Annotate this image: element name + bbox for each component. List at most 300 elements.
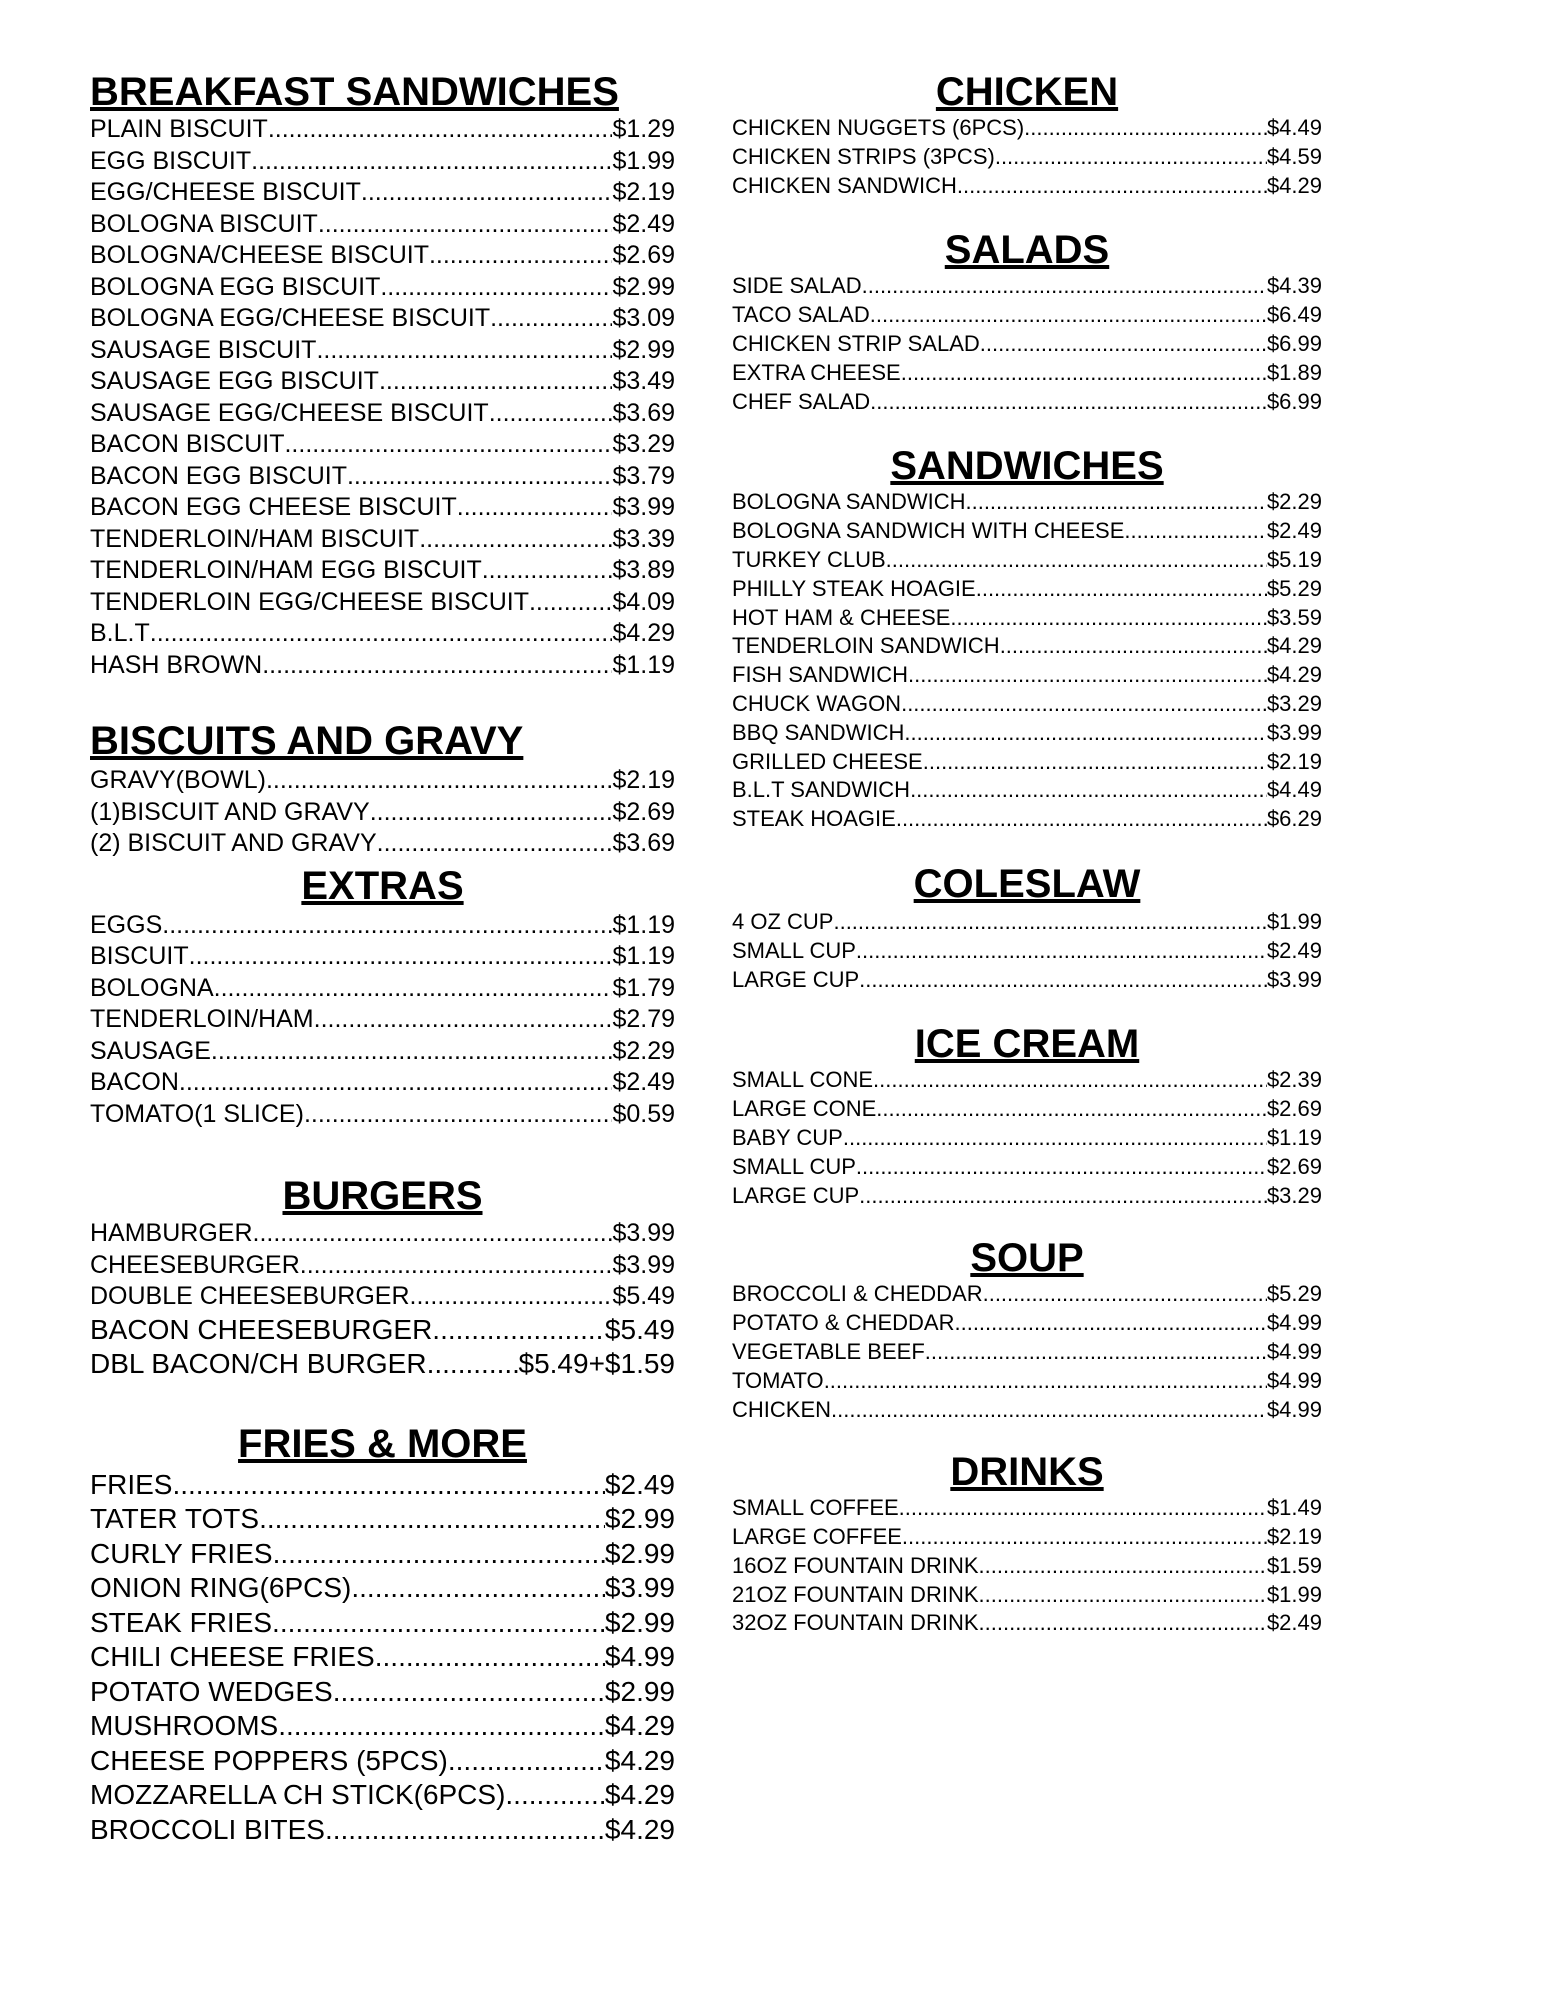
item-price: $3.29 (612, 430, 675, 458)
item-price: $4.39 (1266, 273, 1322, 299)
item-price: $2.99 (612, 272, 675, 301)
section-heading-sandwiches: SANDWICHES (890, 444, 1164, 489)
item-price: $2.99 (604, 1606, 675, 1638)
dot-leader (273, 1537, 605, 1572)
dot-leader (957, 172, 1267, 201)
item-price: $6.29 (1266, 806, 1322, 832)
dot-leader (831, 1396, 1267, 1425)
item-price: $2.69 (1266, 1153, 1322, 1179)
dot-leader (843, 1124, 1267, 1153)
item-price: $4.99 (1266, 1310, 1322, 1336)
section-chicken (732, 70, 1322, 200)
menu-item (90, 797, 675, 829)
item-name: SMALL CUP (732, 1153, 856, 1179)
item-name: TENDERLOIN/HAM (90, 1005, 314, 1033)
dot-leader (351, 1571, 605, 1606)
item-price: $4.49 (1266, 777, 1322, 803)
item-price: $1.99 (1266, 908, 1322, 934)
menu-item (90, 1036, 675, 1068)
dot-leader (979, 1552, 1267, 1581)
dot-leader (824, 1367, 1267, 1396)
item-price: $5.49+$1.59 (518, 1348, 675, 1379)
item-name: TENDERLOIN/HAM EGG BISCUIT (90, 556, 482, 584)
dot-leader (979, 1581, 1267, 1610)
dot-leader (272, 1606, 605, 1641)
dot-leader (300, 1250, 613, 1282)
menu-item (732, 604, 1322, 633)
item-name: LARGE CUP (732, 966, 860, 992)
dot-leader (925, 1338, 1267, 1367)
item-name: BROCCOLI & CHEDDAR (732, 1281, 983, 1307)
item-price: $2.69 (612, 241, 675, 269)
section-extras (90, 864, 675, 1131)
section-heading-fries: FRIES & MORE (238, 1421, 527, 1466)
section-sandwiches (732, 444, 1322, 834)
item-price: $3.39 (612, 524, 675, 553)
menu-item (732, 488, 1322, 517)
item-price: $6.99 (1266, 330, 1322, 356)
dot-leader (833, 908, 1266, 937)
item-name: (1)BISCUIT AND GRAVY (90, 797, 370, 826)
dot-leader (862, 272, 1267, 301)
item-name: SMALL COFFEE (732, 1495, 899, 1521)
item-price: $3.99 (604, 1572, 675, 1603)
dot-leader (870, 301, 1267, 330)
item-price: $0.59 (612, 1099, 675, 1128)
section-heading-salads: SALADS (944, 228, 1110, 273)
menu-item (732, 172, 1322, 201)
section-gravy (90, 719, 675, 860)
item-price: $4.99 (1266, 1338, 1322, 1364)
item-name: STEAK HOAGIE (732, 806, 896, 832)
dot-leader (983, 1280, 1267, 1309)
item-price: $3.89 (612, 556, 675, 584)
item-price: $2.69 (612, 797, 675, 826)
menu-item (90, 1813, 675, 1848)
menu-item (90, 1067, 675, 1099)
menu-item (732, 1581, 1322, 1610)
item-price: $4.59 (1266, 143, 1322, 169)
item-price: $1.19 (1266, 1124, 1322, 1150)
section-heading-breakfast: BREAKFAST SANDWICHES (90, 70, 619, 114)
item-price: $3.99 (612, 493, 675, 521)
item-price: $2.99 (612, 335, 675, 364)
item-price: $2.19 (612, 766, 675, 794)
menu-item (90, 1537, 675, 1572)
dot-leader (432, 1313, 605, 1348)
item-price: $2.29 (1266, 489, 1322, 515)
dot-leader (379, 366, 612, 398)
section-heading-extras: EXTRAS (301, 863, 464, 908)
dot-leader (314, 1004, 613, 1036)
item-name: BOLOGNA/CHEESE BISCUIT (90, 241, 429, 269)
dot-leader (347, 461, 612, 493)
item-price: $1.19 (612, 942, 675, 970)
menu-item (90, 1004, 675, 1036)
menu-item (732, 1066, 1322, 1095)
item-name: B.L.T (90, 619, 150, 647)
item-name: STEAK FRIES (90, 1606, 273, 1638)
item-name: BABY CUP (732, 1124, 843, 1150)
menu-item (90, 429, 675, 461)
item-name: HOT HAM & CHEESE (732, 604, 951, 630)
item-name: TOMATO(1 SLICE) (90, 1099, 304, 1128)
section-heading-burgers: BURGERS (282, 1174, 483, 1218)
item-price: $1.29 (612, 115, 675, 143)
dot-leader (259, 1502, 605, 1537)
menu-item (90, 461, 675, 493)
item-price: $3.69 (612, 829, 675, 857)
menu-item (732, 748, 1322, 777)
item-name: BOLOGNA SANDWICH WITH CHEESE (732, 518, 1125, 544)
item-price: $4.29 (604, 1779, 675, 1810)
item-price: $1.99 (1266, 1581, 1322, 1607)
item-price: $4.29 (604, 1813, 675, 1845)
dot-leader (333, 1675, 605, 1710)
dot-leader (490, 303, 612, 335)
menu-item (90, 1778, 675, 1813)
section-heading-soup: SOUP (970, 1236, 1084, 1281)
dot-leader (910, 776, 1267, 805)
item-price: $4.29 (612, 619, 675, 647)
dot-leader (377, 828, 613, 860)
menu-item (90, 303, 675, 335)
item-price: $4.99 (1266, 1367, 1322, 1393)
item-price: $6.99 (1266, 388, 1322, 414)
item-name: CHICKEN NUGGETS (6PCS) (732, 115, 1025, 140)
item-price: $2.49 (1266, 518, 1322, 544)
item-name: POTATO WEDGES (90, 1675, 333, 1707)
menu-item (732, 1552, 1322, 1581)
dot-leader (1000, 632, 1267, 661)
item-price: $1.89 (1266, 359, 1322, 385)
section-heading-coleslaw: COLESLAW (913, 861, 1141, 906)
item-name: BOLOGNA SANDWICH (732, 489, 966, 515)
item-price: $3.69 (612, 398, 675, 427)
menu-item (90, 1099, 675, 1131)
menu-item (732, 966, 1322, 995)
item-price: $3.99 (612, 1219, 675, 1247)
dot-leader (268, 114, 613, 146)
item-name: VEGETABLE BEEF (732, 1338, 925, 1364)
dot-leader (150, 618, 613, 650)
item-price: $2.49 (612, 1068, 675, 1096)
dot-leader (901, 359, 1267, 388)
dot-leader (251, 146, 612, 178)
menu-item (90, 240, 675, 272)
item-price: $3.99 (1266, 966, 1322, 992)
dot-leader (211, 1036, 613, 1068)
dot-leader (902, 1523, 1267, 1552)
item-price: $1.79 (612, 973, 675, 1002)
item-name: FISH SANDWICH (732, 662, 908, 688)
item-price: $4.09 (612, 587, 675, 616)
dot-leader (278, 1709, 605, 1744)
dot-leader (995, 143, 1267, 172)
menu-item (90, 1218, 675, 1250)
section-icecream (732, 1022, 1322, 1210)
dot-leader (304, 1099, 613, 1131)
item-price: $2.49 (1266, 1610, 1322, 1636)
dot-leader (904, 719, 1267, 748)
item-name: TURKEY CLUB (732, 546, 886, 572)
menu-item (732, 1338, 1322, 1367)
menu-item (732, 1124, 1322, 1153)
menu-item (90, 398, 675, 430)
item-price: $5.49 (612, 1282, 675, 1310)
item-price: $3.09 (612, 304, 675, 332)
item-name: CHEF SALAD (732, 388, 871, 414)
dot-leader (189, 941, 613, 973)
menu-item (732, 517, 1322, 546)
menu-left-column (90, 70, 675, 1847)
menu-item (732, 1367, 1322, 1396)
menu-item (732, 690, 1322, 719)
item-price: $2.69 (1266, 1096, 1322, 1122)
item-name: BROCCOLI BITES (90, 1813, 325, 1845)
item-name: PHILLY STEAK HOAGIE (732, 575, 976, 601)
item-price: $5.29 (1266, 575, 1322, 601)
item-price: $4.99 (604, 1641, 675, 1672)
menu-item (90, 1744, 675, 1779)
item-price: $3.99 (1266, 719, 1322, 745)
item-price: $4.49 (1266, 115, 1322, 140)
item-name: SAUSAGE (90, 1036, 211, 1065)
menu-item (732, 272, 1322, 301)
item-name: LARGE CONE (732, 1096, 877, 1122)
dot-leader (1124, 517, 1267, 546)
item-price: $4.29 (1266, 172, 1322, 198)
menu-item (90, 587, 675, 619)
menu-item (732, 719, 1322, 748)
menu-item (90, 492, 675, 524)
item-name: EXTRA CHEESE (732, 359, 901, 385)
dot-leader (976, 575, 1267, 604)
item-price: $4.29 (604, 1744, 675, 1776)
item-price: $3.79 (612, 461, 675, 490)
item-name: 4 OZ CUP (732, 908, 834, 934)
item-price: $3.59 (1266, 604, 1322, 630)
menu-item (732, 632, 1322, 661)
item-name: TENDERLOIN EGG/CHEESE BISCUIT (90, 587, 529, 616)
menu-item (90, 1468, 675, 1503)
menu-item (732, 1396, 1322, 1425)
item-price: $5.19 (1266, 546, 1322, 572)
dot-leader (899, 1494, 1267, 1523)
dot-leader (873, 1066, 1267, 1095)
item-name: BOLOGNA BISCUIT (90, 209, 318, 238)
item-name: BACON (90, 1068, 179, 1096)
item-name: TENDERLOIN SANDWICH (732, 633, 1000, 659)
menu-item (90, 177, 675, 209)
section-heading-gravy: BISCUITS AND GRAVY (90, 719, 524, 763)
menu-item (90, 1347, 675, 1382)
item-price: $2.79 (612, 1005, 675, 1033)
item-name: DOUBLE CHEESEBURGER (90, 1282, 410, 1310)
dot-leader (901, 690, 1267, 719)
menu-item (90, 650, 675, 682)
menu-item (90, 114, 675, 146)
dot-leader (870, 388, 1267, 417)
item-price: $2.39 (1266, 1067, 1322, 1093)
item-name: CHICKEN (732, 1396, 832, 1422)
item-name: GRAVY(BOWL) (90, 766, 266, 794)
item-name: CHICKEN SANDWICH (732, 172, 957, 198)
dot-leader (266, 765, 612, 797)
item-price: $1.19 (612, 910, 675, 939)
dot-leader (172, 1468, 604, 1503)
menu-item (90, 1571, 675, 1606)
item-name: EGG/CHEESE BISCUIT (90, 178, 361, 206)
item-name: ONION RING(6PCS) (90, 1572, 352, 1603)
dot-leader (482, 555, 613, 587)
item-name: BACON EGG CHEESE BISCUIT (90, 493, 457, 521)
item-name: LARGE COFFEE (732, 1524, 902, 1550)
menu-item (732, 1095, 1322, 1124)
section-coleslaw (732, 862, 1322, 994)
menu-item (732, 1523, 1322, 1552)
item-price: $1.49 (1266, 1495, 1322, 1521)
menu-item (90, 1502, 675, 1537)
menu-item (90, 1640, 675, 1675)
menu-item (90, 973, 675, 1005)
menu-item (90, 910, 675, 942)
item-name: SIDE SALAD (732, 273, 862, 299)
dot-leader (896, 805, 1267, 834)
menu-item (90, 335, 675, 367)
dot-leader (859, 1182, 1267, 1211)
dot-leader (318, 209, 613, 241)
item-name: HASH BROWN (90, 650, 263, 679)
item-price: $4.29 (604, 1710, 675, 1741)
dot-leader (923, 748, 1267, 777)
dot-leader (448, 1744, 605, 1779)
dot-leader (859, 966, 1267, 995)
item-price: $2.99 (604, 1675, 675, 1707)
item-price: $2.99 (604, 1537, 675, 1569)
menu-item (732, 908, 1322, 937)
dot-leader (427, 1347, 519, 1382)
item-name: PLAIN BISCUIT (90, 115, 268, 143)
item-name: B.L.T SANDWICH (732, 777, 911, 803)
menu-item (90, 828, 675, 860)
item-price: $3.29 (1266, 1182, 1322, 1208)
item-name: POTATO & CHEDDAR (732, 1310, 955, 1336)
menu-item (732, 143, 1322, 172)
menu-item (732, 776, 1322, 805)
dot-leader (419, 524, 612, 556)
dot-leader (214, 973, 613, 1005)
item-name: EGGS (90, 910, 163, 939)
item-name: BBQ SANDWICH (732, 719, 905, 745)
menu-item (90, 765, 675, 797)
item-name: TENDERLOIN/HAM BISCUIT (90, 524, 420, 553)
item-price: $3.29 (1266, 690, 1322, 716)
item-name: BACON EGG BISCUIT (90, 461, 347, 490)
dot-leader (505, 1778, 605, 1813)
menu-item (90, 272, 675, 304)
dot-leader (457, 492, 613, 524)
item-name: FRIES (90, 1468, 173, 1500)
item-name: CURLY FRIES (90, 1537, 273, 1569)
item-price: $1.59 (1266, 1552, 1322, 1578)
item-price: $1.99 (612, 146, 675, 175)
menu-item (732, 1280, 1322, 1309)
item-name: TATER TOTS (90, 1503, 260, 1534)
item-price: $2.49 (604, 1468, 675, 1500)
item-name: BISCUIT (90, 942, 189, 970)
menu-item (90, 618, 675, 650)
menu-item (732, 114, 1322, 143)
item-price: $2.19 (612, 178, 675, 206)
menu-item (732, 301, 1322, 330)
item-price: $1.19 (612, 650, 675, 679)
menu-item (732, 546, 1322, 575)
menu-item (732, 388, 1322, 417)
item-name: GRILLED CHEESE (732, 748, 923, 774)
item-name: SAUSAGE EGG BISCUIT (90, 367, 379, 395)
menu-item (732, 805, 1322, 834)
item-name: CHICKEN STRIPS (3PCS) (732, 143, 995, 169)
item-name: BOLOGNA EGG BISCUIT (90, 272, 381, 301)
section-breakfast (90, 70, 675, 681)
dot-leader (856, 1153, 1267, 1182)
menu-item (90, 1281, 675, 1313)
item-name: 32OZ FOUNTAIN DRINK (732, 1610, 979, 1636)
menu-item (732, 1609, 1322, 1638)
item-price: $4.99 (1266, 1396, 1322, 1422)
item-name: CHILI CHEESE FRIES (90, 1641, 375, 1672)
dot-leader (410, 1281, 613, 1313)
dot-leader (980, 330, 1267, 359)
item-name: TOMATO (732, 1367, 824, 1393)
dot-leader (489, 398, 613, 430)
menu-item (90, 366, 675, 398)
item-name: BOLOGNA EGG/CHEESE BISCUIT (90, 304, 491, 332)
item-name: SMALL CONE (732, 1067, 874, 1093)
item-name: MUSHROOMS (90, 1710, 279, 1741)
section-heading-chicken: CHICKEN (935, 70, 1119, 114)
item-name: CHEESE POPPERS (5PCS) (90, 1744, 448, 1776)
item-name: LARGE CUP (732, 1182, 860, 1208)
menu-item (90, 941, 675, 973)
menu-item (90, 1675, 675, 1710)
menu-item (732, 1182, 1322, 1211)
dot-leader (979, 1609, 1267, 1638)
menu-item (90, 146, 675, 178)
menu-item (732, 937, 1322, 966)
dot-leader (965, 488, 1266, 517)
item-name: CHICKEN STRIP SALAD (732, 330, 980, 356)
item-price: $2.29 (612, 1036, 675, 1065)
item-name: (2) BISCUIT AND GRAVY (90, 829, 377, 857)
dot-leader (1024, 114, 1267, 143)
item-name: 21OZ FOUNTAIN DRINK (732, 1581, 979, 1607)
dot-leader (162, 910, 612, 942)
section-heading-icecream: ICE CREAM (914, 1022, 1140, 1067)
item-name: DBL BACON/CH BURGER (90, 1348, 427, 1379)
menu-item (732, 1494, 1322, 1523)
item-price: $2.49 (1266, 937, 1322, 963)
item-name: EGG BISCUIT (90, 146, 252, 175)
item-name: MOZZARELLA CH STICK(6PCS) (90, 1779, 506, 1810)
item-name: 16OZ FOUNTAIN DRINK (732, 1552, 979, 1578)
dot-leader (886, 546, 1267, 575)
dot-leader (253, 1218, 613, 1250)
dot-leader (375, 1640, 605, 1675)
menu-right-column (732, 70, 1322, 1638)
item-price: $5.29 (1266, 1281, 1322, 1307)
